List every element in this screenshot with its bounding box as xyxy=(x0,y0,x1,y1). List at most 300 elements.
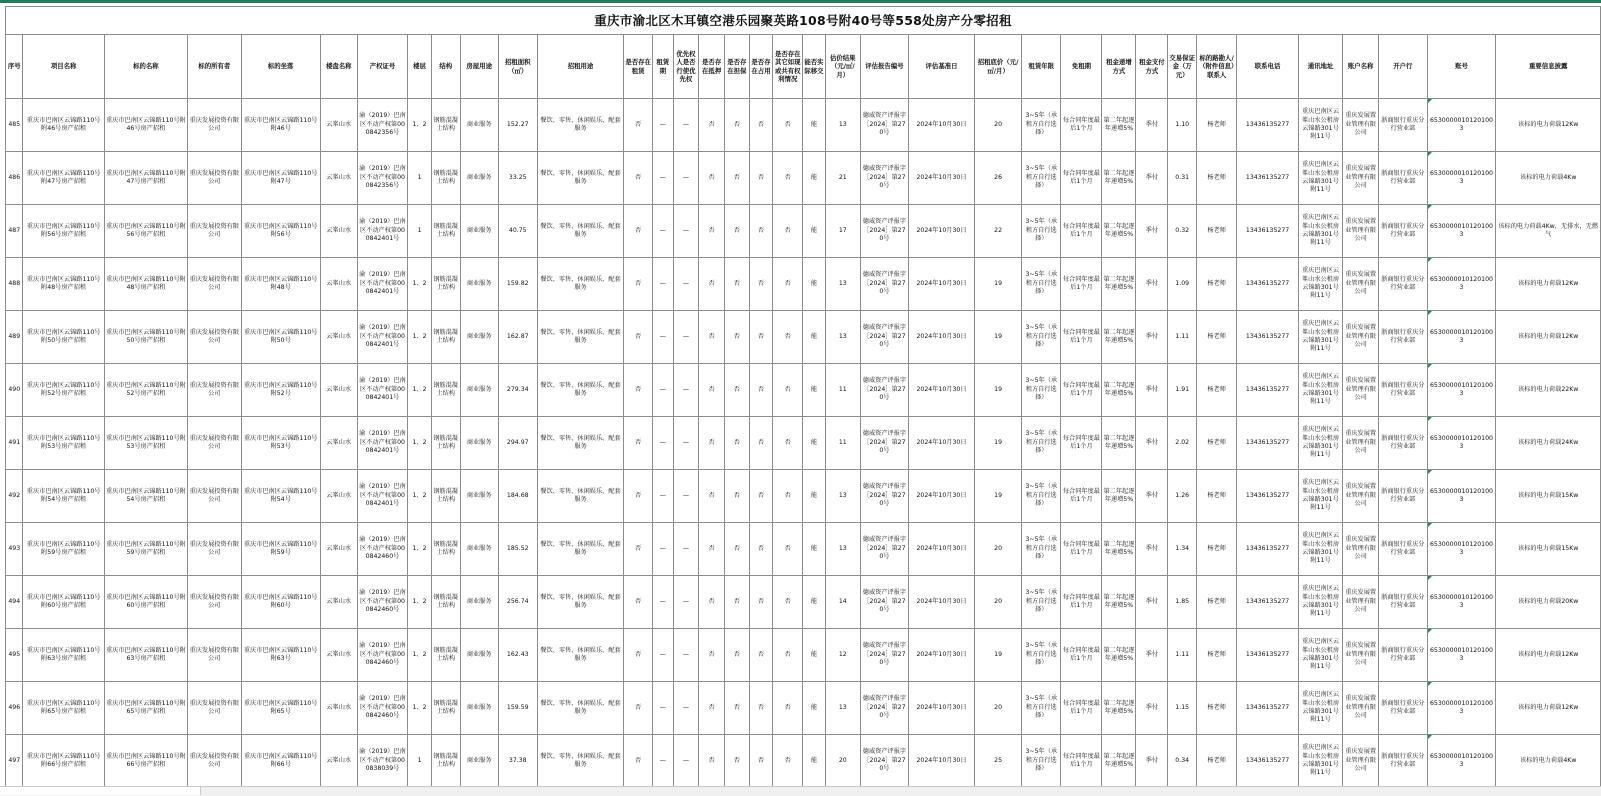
table-cell[interactable]: 13436135277 xyxy=(1237,629,1299,682)
column-header[interactable]: 标的名称 xyxy=(104,35,187,99)
table-cell[interactable]: 19 xyxy=(974,311,1021,364)
table-cell[interactable]: 26 xyxy=(974,152,1021,205)
table-cell[interactable]: 13436135277 xyxy=(1237,576,1299,629)
table-cell[interactable]: 否 xyxy=(773,629,803,682)
table-cell[interactable]: 重庆市巴南区云锦路110号附50号 xyxy=(241,311,320,364)
table-cell[interactable]: 钢筋混凝土结构 xyxy=(431,523,460,576)
table-cell[interactable]: — xyxy=(653,682,674,735)
table-cell[interactable]: 重庆市巴南区云锦路110号附66号 xyxy=(241,735,320,788)
table-cell[interactable]: 浙商银行重庆分行营业部 xyxy=(1379,682,1427,735)
column-header[interactable]: 标的路勘人/（附件信息）联系人 xyxy=(1197,35,1237,99)
table-cell[interactable]: 每合同年度最后1个月 xyxy=(1061,576,1102,629)
table-cell[interactable]: 19 xyxy=(974,470,1021,523)
table-cell[interactable]: 3~5年（承租方自行选择） xyxy=(1022,311,1061,364)
table-cell[interactable]: 65300000101201003 xyxy=(1427,576,1496,629)
table-cell[interactable]: 3~5年（承租方自行选择） xyxy=(1022,523,1061,576)
table-cell[interactable]: 餐饮、零售、休闲娱乐、配套服务 xyxy=(537,205,623,258)
table-cell[interactable]: 第二年起逐年递增5% xyxy=(1102,735,1136,788)
table-cell[interactable]: 重庆市巴南区云锦路110号附52号房产招租 xyxy=(104,364,187,417)
table-cell[interactable]: 餐饮、零售、休闲娱乐、配套服务 xyxy=(537,364,623,417)
table-cell[interactable]: 第二年起逐年递增5% xyxy=(1102,629,1136,682)
table-cell[interactable]: 钢筋混凝土结构 xyxy=(431,470,460,523)
table-cell[interactable]: 3~5年（承租方自行选择） xyxy=(1022,682,1061,735)
table-cell[interactable]: 3~5年（承租方自行选择） xyxy=(1022,364,1061,417)
table-cell[interactable]: 13436135277 xyxy=(1237,258,1299,311)
table-cell[interactable]: 2024年10月30日 xyxy=(909,152,975,205)
table-cell[interactable]: 重庆市巴南区云锦路110号附63号房产招租 xyxy=(104,629,187,682)
table-cell[interactable]: 德威资产评报字［2024］第270号 xyxy=(860,682,908,735)
table-cell[interactable]: 能 xyxy=(803,735,826,788)
table-cell[interactable]: 13436135277 xyxy=(1237,364,1299,417)
table-cell[interactable]: 能 xyxy=(803,258,826,311)
table-cell[interactable]: — xyxy=(653,576,674,629)
table-cell[interactable]: 第二年起逐年递增5% xyxy=(1102,576,1136,629)
table-cell[interactable]: 否 xyxy=(624,682,653,735)
column-header[interactable]: 产权证号 xyxy=(357,35,407,99)
table-cell[interactable]: 重庆市巴南区云锦路110号附59号 xyxy=(241,523,320,576)
table-cell[interactable]: 钢筋混凝土结构 xyxy=(431,629,460,682)
table-cell[interactable]: 3~5年（承租方自行选择） xyxy=(1022,470,1061,523)
table-cell[interactable]: 该标的电力荷载12Kw xyxy=(1496,258,1601,311)
table-cell[interactable]: 餐饮、零售、休闲娱乐、配套服务 xyxy=(537,152,623,205)
table-cell[interactable]: 重庆发展投资有限公司 xyxy=(188,523,241,576)
table-cell[interactable]: 1.85 xyxy=(1168,576,1197,629)
table-cell[interactable]: 重庆市巴南区云锦路110号附46号房产招租 xyxy=(23,99,104,152)
table-cell[interactable]: 否 xyxy=(773,364,803,417)
table-cell[interactable]: 13436135277 xyxy=(1237,682,1299,735)
table-cell[interactable]: 否 xyxy=(725,258,750,311)
table-cell[interactable]: — xyxy=(673,364,699,417)
table-cell[interactable]: 否 xyxy=(773,99,803,152)
table-cell[interactable]: 重庆市巴南区云锦路110号附65号房产招租 xyxy=(104,682,187,735)
table-cell[interactable]: 否 xyxy=(699,364,725,417)
table-cell[interactable]: 490 xyxy=(6,364,23,417)
column-header[interactable]: 是否存在抵押 xyxy=(699,35,725,99)
table-cell[interactable]: 1 xyxy=(408,152,432,205)
table-cell[interactable]: 钢筋混凝土结构 xyxy=(431,735,460,788)
column-header[interactable]: 是否存在其它如现或共有权利情况 xyxy=(773,35,803,99)
table-cell[interactable]: 重庆市巴南区云锦路110号附66号房产招租 xyxy=(104,735,187,788)
table-cell[interactable]: 否 xyxy=(699,152,725,205)
scrollbar-thumb[interactable] xyxy=(0,787,201,795)
table-cell[interactable]: 否 xyxy=(749,205,773,258)
table-cell[interactable]: 餐饮、零售、休闲娱乐、配套服务 xyxy=(537,523,623,576)
table-cell[interactable]: 商业服务 xyxy=(460,629,498,682)
table-cell[interactable]: 重庆发展置业管理有限公司 xyxy=(1343,629,1379,682)
table-cell[interactable]: 重庆巴南区云峯山水公租房云锦路301号附11号 xyxy=(1298,258,1342,311)
table-cell[interactable]: 钢筋混凝土结构 xyxy=(431,682,460,735)
table-cell[interactable]: 1.11 xyxy=(1168,311,1197,364)
table-cell[interactable]: 13436135277 xyxy=(1237,523,1299,576)
table-cell[interactable]: 能 xyxy=(803,364,826,417)
table-cell[interactable]: 重庆发展投资有限公司 xyxy=(188,735,241,788)
table-cell[interactable]: 否 xyxy=(725,417,750,470)
table-cell[interactable]: 重庆巴南区云峯山水公租房云锦路301号附11号 xyxy=(1298,682,1342,735)
table-cell[interactable]: 2024年10月30日 xyxy=(909,99,975,152)
column-header[interactable]: 序号 xyxy=(6,35,23,99)
column-header[interactable]: 联系电话 xyxy=(1237,35,1299,99)
table-cell[interactable]: 重庆发展投资有限公司 xyxy=(188,258,241,311)
table-cell[interactable]: 重庆巴南区云峯山水公租房云锦路301号附11号 xyxy=(1298,152,1342,205)
table-cell[interactable]: — xyxy=(673,470,699,523)
table-cell[interactable]: 重庆发展置业管理有限公司 xyxy=(1343,576,1379,629)
table-cell[interactable]: 0.34 xyxy=(1168,735,1197,788)
table-cell[interactable]: 重庆市巴南区云锦路110号附60号房产招租 xyxy=(23,576,104,629)
table-cell[interactable]: 商业服务 xyxy=(460,99,498,152)
table-cell[interactable]: 浙商银行重庆分行营业部 xyxy=(1379,99,1427,152)
table-cell[interactable]: 20 xyxy=(974,523,1021,576)
table-cell[interactable]: 商业服务 xyxy=(460,682,498,735)
table-cell[interactable]: 重庆市巴南区云锦路110号附56号房产招租 xyxy=(23,205,104,258)
table-cell[interactable]: 重庆巴南区云峯山水公租房云锦路301号附11号 xyxy=(1298,629,1342,682)
table-cell[interactable]: 重庆市巴南区云锦路110号附54号房产招租 xyxy=(23,470,104,523)
table-cell[interactable]: 重庆巴南区云峯山水公租房云锦路301号附11号 xyxy=(1298,417,1342,470)
table-cell[interactable]: 云峯山水 xyxy=(320,523,357,576)
table-cell[interactable]: 13436135277 xyxy=(1237,99,1299,152)
table-cell[interactable]: 钢筋混凝土结构 xyxy=(431,99,460,152)
table-cell[interactable]: 65300000101201003 xyxy=(1427,311,1496,364)
table-cell[interactable]: 否 xyxy=(773,311,803,364)
table-cell[interactable]: 3~5年（承租方自行选择） xyxy=(1022,735,1061,788)
table-cell[interactable]: 重庆市巴南区云锦路110号附60号 xyxy=(241,576,320,629)
table-cell[interactable]: 13 xyxy=(825,523,860,576)
table-cell[interactable]: 11 xyxy=(825,417,860,470)
table-cell[interactable]: 13 xyxy=(825,258,860,311)
table-cell[interactable]: 重庆巴南区云峯山水公租房云锦路301号附11号 xyxy=(1298,576,1342,629)
table-cell[interactable]: — xyxy=(653,205,674,258)
table-cell[interactable]: 486 xyxy=(6,152,23,205)
table-cell[interactable]: 渝（2019）巴南区不动产权第000842401号 xyxy=(357,311,407,364)
column-header[interactable]: 结构 xyxy=(431,35,460,99)
table-cell[interactable]: 杨老师 xyxy=(1197,417,1237,470)
table-cell[interactable]: 浙商银行重庆分行营业部 xyxy=(1379,417,1427,470)
table-cell[interactable]: 65300000101201003 xyxy=(1427,417,1496,470)
table-cell[interactable]: 餐饮、零售、休闲娱乐、配套服务 xyxy=(537,311,623,364)
column-header[interactable]: 是否存在租赁 xyxy=(624,35,653,99)
table-cell[interactable]: 13436135277 xyxy=(1237,417,1299,470)
table-cell[interactable]: 商业服务 xyxy=(460,417,498,470)
table-cell[interactable]: 餐饮、零售、休闲娱乐、配套服务 xyxy=(537,470,623,523)
table-cell[interactable]: 497 xyxy=(6,735,23,788)
table-cell[interactable]: 云峯山水 xyxy=(320,470,357,523)
table-cell[interactable]: 否 xyxy=(725,682,750,735)
table-cell[interactable]: 季付 xyxy=(1136,364,1168,417)
table-cell[interactable]: 重庆市巴南区云锦路110号附47号房产招租 xyxy=(23,152,104,205)
table-cell[interactable]: 杨老师 xyxy=(1197,364,1237,417)
table-cell[interactable]: 否 xyxy=(773,523,803,576)
table-cell[interactable]: 重庆巴南区云峯山水公租房云锦路301号附11号 xyxy=(1298,205,1342,258)
table-cell[interactable]: 第二年起逐年递增5% xyxy=(1102,152,1136,205)
column-header[interactable]: 楼盘名称 xyxy=(320,35,357,99)
table-cell[interactable]: 重庆发展置业管理有限公司 xyxy=(1343,364,1379,417)
table-cell[interactable]: 重庆市巴南区云锦路110号附52号 xyxy=(241,364,320,417)
column-header[interactable]: 优先权人是否行使优先权 xyxy=(673,35,699,99)
table-cell[interactable]: 重庆发展置业管理有限公司 xyxy=(1343,735,1379,788)
table-cell[interactable]: 每合同年度最后1个月 xyxy=(1061,417,1102,470)
table-cell[interactable]: 2024年10月30日 xyxy=(909,523,975,576)
column-header[interactable]: 能否实际移交 xyxy=(803,35,826,99)
table-cell[interactable]: — xyxy=(653,99,674,152)
table-cell[interactable]: 3~5年（承租方自行选择） xyxy=(1022,205,1061,258)
table-cell[interactable]: 1、2 xyxy=(408,629,432,682)
table-cell[interactable]: 该标的电力荷载12Kw xyxy=(1496,629,1601,682)
table-cell[interactable]: 杨老师 xyxy=(1197,258,1237,311)
column-header[interactable]: 项目名称 xyxy=(23,35,104,99)
table-cell[interactable]: 492 xyxy=(6,470,23,523)
table-cell[interactable]: 否 xyxy=(773,152,803,205)
table-cell[interactable]: 65300000101201003 xyxy=(1427,629,1496,682)
table-cell[interactable]: 杨老师 xyxy=(1197,682,1237,735)
table-cell[interactable]: 浙商银行重庆分行营业部 xyxy=(1379,152,1427,205)
table-cell[interactable]: 重庆巴南区云峯山水公租房云锦路301号附11号 xyxy=(1298,311,1342,364)
table-cell[interactable]: 13436135277 xyxy=(1237,311,1299,364)
table-cell[interactable]: 重庆发展投资有限公司 xyxy=(188,682,241,735)
table-cell[interactable]: 1.26 xyxy=(1168,470,1197,523)
table-cell[interactable]: 否 xyxy=(749,311,773,364)
table-cell[interactable]: 152.27 xyxy=(498,99,537,152)
table-cell[interactable]: 商业服务 xyxy=(460,576,498,629)
table-cell[interactable]: 2024年10月30日 xyxy=(909,735,975,788)
table-cell[interactable]: 11 xyxy=(825,364,860,417)
table-cell[interactable]: 20 xyxy=(825,735,860,788)
table-cell[interactable]: 重庆巴南区云峯山水公租房云锦路301号附11号 xyxy=(1298,735,1342,788)
table-cell[interactable]: 否 xyxy=(699,311,725,364)
table-cell[interactable]: 钢筋混凝土结构 xyxy=(431,152,460,205)
table-cell[interactable]: 重庆发展置业管理有限公司 xyxy=(1343,99,1379,152)
table-cell[interactable]: 重庆市巴南区云锦路110号附48号 xyxy=(241,258,320,311)
table-cell[interactable]: 否 xyxy=(749,99,773,152)
table-cell[interactable]: 重庆发展投资有限公司 xyxy=(188,576,241,629)
column-header[interactable]: 租金支付方式 xyxy=(1136,35,1168,99)
table-cell[interactable]: 重庆市巴南区云锦路110号附46号 xyxy=(241,99,320,152)
table-cell[interactable]: 否 xyxy=(773,682,803,735)
table-cell[interactable]: 159.59 xyxy=(498,682,537,735)
table-cell[interactable]: 重庆市巴南区云锦路110号附65号 xyxy=(241,682,320,735)
table-cell[interactable]: 季付 xyxy=(1136,311,1168,364)
table-cell[interactable]: 杨老师 xyxy=(1197,576,1237,629)
table-cell[interactable]: 2024年10月30日 xyxy=(909,258,975,311)
table-cell[interactable]: 该标的电力荷载4Kw xyxy=(1496,735,1601,788)
table-cell[interactable]: 杨老师 xyxy=(1197,152,1237,205)
table-cell[interactable]: — xyxy=(653,258,674,311)
column-header[interactable]: 是否存在占用 xyxy=(749,35,773,99)
table-cell[interactable]: 0.31 xyxy=(1168,152,1197,205)
table-cell[interactable]: 德威资产评报字［2024］第270号 xyxy=(860,364,908,417)
table-cell[interactable]: 钢筋混凝土结构 xyxy=(431,205,460,258)
table-cell[interactable]: 13 xyxy=(825,311,860,364)
table-cell[interactable]: 每合同年度最后1个月 xyxy=(1061,470,1102,523)
table-cell[interactable]: 钢筋混凝土结构 xyxy=(431,576,460,629)
table-cell[interactable]: 该标的电力荷载12Kw xyxy=(1496,99,1601,152)
table-cell[interactable]: 1 xyxy=(408,205,432,258)
table-cell[interactable]: 重庆市巴南区云锦路110号附54号 xyxy=(241,470,320,523)
table-cell[interactable]: 3~5年（承租方自行选择） xyxy=(1022,629,1061,682)
table-cell[interactable]: 否 xyxy=(773,258,803,311)
table-cell[interactable]: 19 xyxy=(974,364,1021,417)
column-header[interactable]: 开户行 xyxy=(1379,35,1427,99)
table-cell[interactable]: 否 xyxy=(624,311,653,364)
table-cell[interactable]: 19 xyxy=(974,258,1021,311)
table-cell[interactable]: 杨老师 xyxy=(1197,735,1237,788)
column-header[interactable]: 估价结果（元/㎡/月） xyxy=(825,35,860,99)
table-cell[interactable]: 季付 xyxy=(1136,258,1168,311)
table-cell[interactable]: 否 xyxy=(699,258,725,311)
table-cell[interactable]: 重庆市巴南区云锦路110号附56号房产招租 xyxy=(104,205,187,258)
table-cell[interactable]: 495 xyxy=(6,629,23,682)
table-cell[interactable]: 否 xyxy=(624,470,653,523)
table-cell[interactable]: 否 xyxy=(699,99,725,152)
table-cell[interactable]: 162.43 xyxy=(498,629,537,682)
table-cell[interactable]: — xyxy=(673,629,699,682)
table-cell[interactable]: 餐饮、零售、休闲娱乐、配套服务 xyxy=(537,417,623,470)
table-cell[interactable]: 否 xyxy=(725,735,750,788)
table-cell[interactable]: 渝（2019）巴南区不动产权第000842460号 xyxy=(357,576,407,629)
table-cell[interactable]: 否 xyxy=(699,523,725,576)
table-cell[interactable]: — xyxy=(673,417,699,470)
table-cell[interactable]: 否 xyxy=(624,735,653,788)
table-cell[interactable]: — xyxy=(673,311,699,364)
table-cell[interactable]: 重庆市巴南区云锦路110号附53号房产招租 xyxy=(104,417,187,470)
table-cell[interactable]: 491 xyxy=(6,417,23,470)
table-cell[interactable]: 餐饮、零售、休闲娱乐、配套服务 xyxy=(537,576,623,629)
table-cell[interactable]: 德威资产评报字［2024］第270号 xyxy=(860,576,908,629)
table-cell[interactable]: 钢筋混凝土结构 xyxy=(431,258,460,311)
table-cell[interactable]: 22 xyxy=(974,205,1021,258)
table-cell[interactable]: 重庆巴南区云峯山水公租房云锦路301号附11号 xyxy=(1298,364,1342,417)
table-cell[interactable]: 第二年起逐年递增5% xyxy=(1102,682,1136,735)
table-cell[interactable]: 季付 xyxy=(1136,523,1168,576)
table-cell[interactable]: 否 xyxy=(725,364,750,417)
table-cell[interactable]: 否 xyxy=(624,576,653,629)
table-cell[interactable]: 餐饮、零售、休闲娱乐、配套服务 xyxy=(537,258,623,311)
table-cell[interactable]: 能 xyxy=(803,629,826,682)
table-cell[interactable]: 餐饮、零售、休闲娱乐、配套服务 xyxy=(537,735,623,788)
table-cell[interactable]: 云峯山水 xyxy=(320,152,357,205)
table-cell[interactable]: 否 xyxy=(699,417,725,470)
table-cell[interactable]: 重庆巴南区云峯山水公租房云锦路301号附11号 xyxy=(1298,99,1342,152)
table-cell[interactable]: 1、2 xyxy=(408,470,432,523)
table-cell[interactable]: 德威资产评报字［2024］第270号 xyxy=(860,629,908,682)
table-cell[interactable]: 否 xyxy=(725,576,750,629)
table-cell[interactable]: 餐饮、零售、休闲娱乐、配套服务 xyxy=(537,682,623,735)
table-cell[interactable]: 否 xyxy=(725,311,750,364)
table-cell[interactable]: 2024年10月30日 xyxy=(909,576,975,629)
column-header[interactable]: 招租底价（元/㎡/月） xyxy=(974,35,1021,99)
table-cell[interactable]: — xyxy=(653,629,674,682)
table-cell[interactable]: 德威资产评报字［2024］第270号 xyxy=(860,735,908,788)
table-cell[interactable]: 否 xyxy=(699,682,725,735)
table-cell[interactable]: 德威资产评报字［2024］第270号 xyxy=(860,523,908,576)
table-cell[interactable]: 德威资产评报字［2024］第270号 xyxy=(860,258,908,311)
table-cell[interactable]: 浙商银行重庆分行营业部 xyxy=(1379,576,1427,629)
table-cell[interactable]: 能 xyxy=(803,205,826,258)
table-cell[interactable]: 浙商银行重庆分行营业部 xyxy=(1379,629,1427,682)
table-cell[interactable]: 重庆发展投资有限公司 xyxy=(188,629,241,682)
table-cell[interactable]: 否 xyxy=(749,364,773,417)
table-cell[interactable]: 13436135277 xyxy=(1237,735,1299,788)
table-cell[interactable]: 重庆市巴南区云锦路110号附60号房产招租 xyxy=(104,576,187,629)
table-cell[interactable]: 488 xyxy=(6,258,23,311)
table-cell[interactable]: 重庆发展投资有限公司 xyxy=(188,311,241,364)
table-cell[interactable]: 否 xyxy=(725,629,750,682)
column-header[interactable]: 交易保证金（万元） xyxy=(1168,35,1197,99)
table-cell[interactable]: 重庆市巴南区云锦路110号附48号房产招租 xyxy=(23,258,104,311)
table-cell[interactable]: 19 xyxy=(974,629,1021,682)
table-cell[interactable]: 渝（2019）巴南区不动产权第000842460号 xyxy=(357,523,407,576)
table-cell[interactable]: 否 xyxy=(624,417,653,470)
table-cell[interactable]: 重庆发展置业管理有限公司 xyxy=(1343,470,1379,523)
table-cell[interactable]: 德威资产评报字［2024］第270号 xyxy=(860,99,908,152)
table-cell[interactable]: 294.97 xyxy=(498,417,537,470)
table-cell[interactable]: 否 xyxy=(624,258,653,311)
table-cell[interactable]: 每合同年度最后1个月 xyxy=(1061,205,1102,258)
table-cell[interactable]: 该标的电力荷载24Kw xyxy=(1496,417,1601,470)
table-cell[interactable]: 否 xyxy=(773,735,803,788)
column-header[interactable]: 标的所有者 xyxy=(188,35,241,99)
table-cell[interactable]: 重庆发展置业管理有限公司 xyxy=(1343,682,1379,735)
table-cell[interactable]: 第二年起逐年递增5% xyxy=(1102,311,1136,364)
table-cell[interactable]: 浙商银行重庆分行营业部 xyxy=(1379,523,1427,576)
table-cell[interactable]: 否 xyxy=(749,735,773,788)
table-cell[interactable]: 37.38 xyxy=(498,735,537,788)
table-cell[interactable]: 1、2 xyxy=(408,364,432,417)
table-cell[interactable]: 重庆市巴南区云锦路110号附50号房产招租 xyxy=(23,311,104,364)
table-cell[interactable]: 重庆发展置业管理有限公司 xyxy=(1343,152,1379,205)
table-cell[interactable]: 20 xyxy=(974,99,1021,152)
table-cell[interactable]: 渝（2019）巴南区不动产权第000842401号 xyxy=(357,258,407,311)
table-cell[interactable]: 1.09 xyxy=(1168,258,1197,311)
table-cell[interactable]: — xyxy=(673,576,699,629)
table-cell[interactable]: 能 xyxy=(803,311,826,364)
table-cell[interactable]: 否 xyxy=(699,629,725,682)
table-cell[interactable]: 重庆发展置业管理有限公司 xyxy=(1343,258,1379,311)
table-cell[interactable]: 否 xyxy=(725,152,750,205)
table-cell[interactable]: 17 xyxy=(825,205,860,258)
table-cell[interactable]: 重庆巴南区云峯山水公租房云锦路301号附11号 xyxy=(1298,470,1342,523)
table-cell[interactable]: 德威资产评报字［2024］第270号 xyxy=(860,205,908,258)
column-header[interactable]: 评估报告编号 xyxy=(860,35,908,99)
table-cell[interactable]: 否 xyxy=(773,417,803,470)
table-cell[interactable]: 商业服务 xyxy=(460,311,498,364)
table-cell[interactable]: 该标的电力荷载15Kw xyxy=(1496,470,1601,523)
table-cell[interactable]: — xyxy=(653,311,674,364)
table-cell[interactable]: 否 xyxy=(624,523,653,576)
column-header[interactable]: 标的坐落 xyxy=(241,35,320,99)
table-cell[interactable]: 否 xyxy=(773,470,803,523)
table-cell[interactable]: 杨老师 xyxy=(1197,470,1237,523)
table-cell[interactable]: 浙商银行重庆分行营业部 xyxy=(1379,470,1427,523)
table-cell[interactable]: 185.52 xyxy=(498,523,537,576)
table-cell[interactable]: 否 xyxy=(749,470,773,523)
table-cell[interactable]: 季付 xyxy=(1136,152,1168,205)
table-cell[interactable]: 否 xyxy=(624,99,653,152)
table-cell[interactable]: 浙商银行重庆分行营业部 xyxy=(1379,311,1427,364)
table-cell[interactable]: 能 xyxy=(803,523,826,576)
table-cell[interactable]: 每合同年度最后1个月 xyxy=(1061,258,1102,311)
column-header[interactable]: 重要信息披露 xyxy=(1496,35,1601,99)
table-cell[interactable]: 否 xyxy=(749,417,773,470)
table-cell[interactable]: 否 xyxy=(725,523,750,576)
column-header[interactable]: 招租面积（㎡） xyxy=(498,35,537,99)
table-cell[interactable]: 2024年10月30日 xyxy=(909,682,975,735)
table-cell[interactable]: 重庆发展投资有限公司 xyxy=(188,99,241,152)
table-cell[interactable]: 3~5年（承租方自行选择） xyxy=(1022,99,1061,152)
table-cell[interactable]: 餐饮、零售、休闲娱乐、配套服务 xyxy=(537,99,623,152)
table-cell[interactable]: 能 xyxy=(803,99,826,152)
table-cell[interactable]: 否 xyxy=(699,576,725,629)
table-cell[interactable]: 1、2 xyxy=(408,576,432,629)
table-cell[interactable]: 1、2 xyxy=(408,99,432,152)
